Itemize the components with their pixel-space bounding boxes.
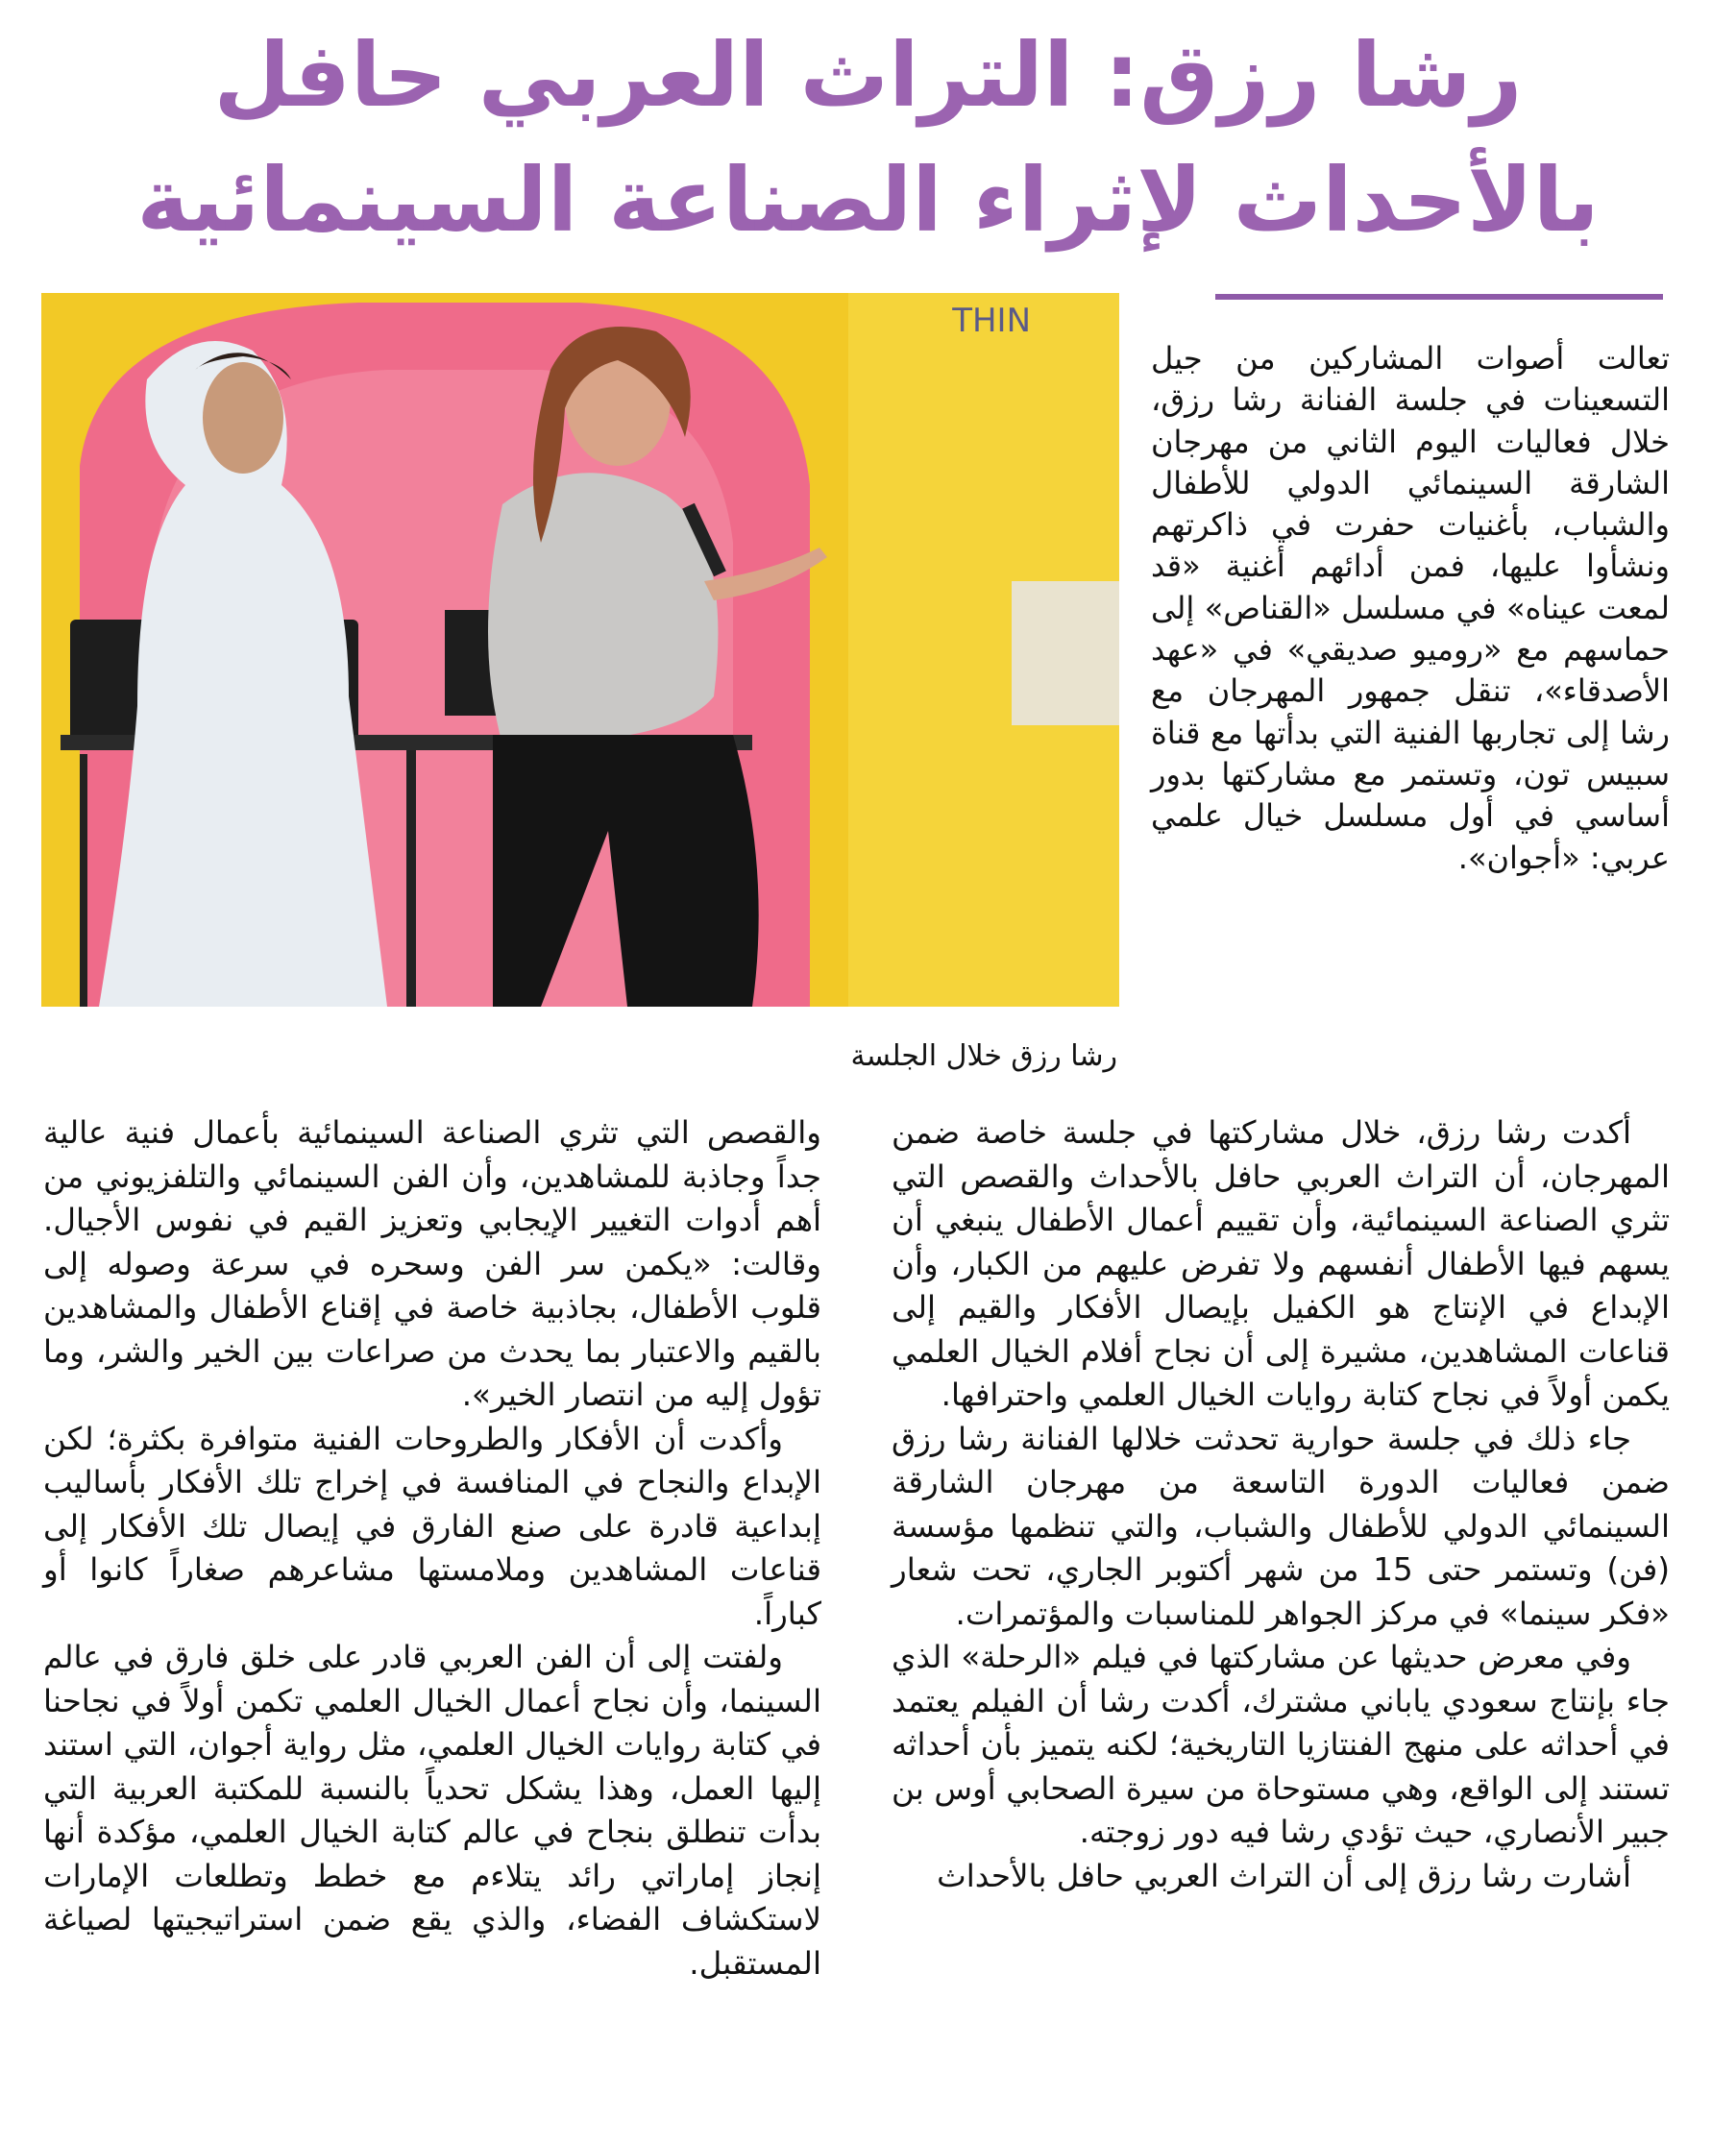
article-photo xyxy=(41,293,1119,1007)
paragraph: ولفتت إلى أن الفن العربي قادر على خلق فارق في عالم السينما، وأن نجاح أعمال الخيال العلمي تكمن أولاً في نجاحنا في كتابة روايات الخيال العلمي، مثل رواية أجوان، التي استند إليها العمل، وهذا يشكل تحدياً بالنسبة للمكتبة العربية التي بدأت تنطلق بنجاح في عالم كتابة الخيال العلمي، مؤكدة أنها إنجاز إماراتي رائد يتلاءم مع خطط وتطلعات الإمارات لاستكشاف الفضاء، والذي يقع ضمن استراتيجيتها لصياغة المستقبل. xyxy=(43,1639,821,1982)
photo-caption: رشا رزق خلال الجلسة xyxy=(850,1039,1117,1073)
paragraph: وفي معرض حديثها عن مشاركتها في فيلم «الرحلة» الذي جاء بإنتاج سعودي ياباني مشترك، أكدت رشا أن الفيلم يعتمد في أحداثه على منهج الفنتازيا التاريخية؛ لكنه يتميز بأن أحداثه تستند إلى الواقع، وهي مستوحاة من سيرة الصحابي أوس بن جبير الأنصاري، حيث تؤدي رشا فيه دور زوجته. xyxy=(892,1639,1670,1850)
section-divider xyxy=(1215,294,1663,300)
paragraph: وأكدت أن الأفكار والطروحات الفنية متوافرة بكثرة؛ لكن الإبداع والنجاح في المنافسة في إخراج تلك الأفكار بأساليب إبداعية قادرة على صنع الفارق في إيصال تلك الأفكار إلى قناعات المشاهدين وملامستها مشاعرهم صغاراً كانوا أو كباراً. xyxy=(43,1420,821,1632)
sign-text: THIN xyxy=(952,302,1031,340)
paragraph: والقصص التي تثري الصناعة السينمائية بأعمال فنية عالية جداً وجاذبة للمشاهدين، وأن الفن السينمائي والتلفزيوني من أهم أدوات التغيير الإيجابي وتعزيز القيم في نفوس الأجيال. وقالت: «يكمن سر الفن وسحره في سرعة وصوله إلى قلوب الأطفال، بجاذبية خاصة في إقناع الأطفال والمشاهدين بالقيم والاعتبار بما يحدث من صراعات بين الخير والشر، وما تؤول إليه من انتصار الخير». xyxy=(43,1114,821,1413)
article-column-left xyxy=(43,1111,821,1986)
intro-paragraph: تعالت أصوات المشاركين من جيل التسعينات في جلسة الفنانة رشا رزق، خلال فعاليات اليوم الثاني من مهرجان الشارقة السينمائي الدولي للأطفال والشباب، بأغنيات حفرت في ذاكرتهم ونشأوا عليها، فمن أدائهم أغنية «قد لمعت عيناه» في مسلسل «القناص» إلى حماسهم مع «روميو صديقي» في «عهد الأصدقاء»، تنقل جمهور المهرجان مع رشا إلى تجاربها الفنية التي بدأتها مع قناة سبيس تون، وتستمر مع مشاركتها بدور أساسي في أول مسلسل خيال علمي عربي: «أجوان». xyxy=(1151,340,1670,876)
paragraph: أكدت رشا رزق، خلال مشاركتها في جلسة خاصة ضمن المهرجان، أن التراث العربي حافل بالأحداث والقصص التي تثري الصناعة السينمائية، وأن تقييم أعمال الأطفال ينبغي أن يسهم فيها الأطفال أنفسهم ولا تفرض عليهم من الكبار، وأن الإبداع في الإنتاج هو الكفيل بإيصال الأفكار والقيم إلى قناعات المشاهدين، مشيرة إلى أن نجاح أفلام الخيال العلمي يكمن أولاً في نجاح كتابة روايات الخيال العلمي واحترافها. xyxy=(892,1114,1670,1413)
article-column-right xyxy=(892,1111,1670,1898)
paragraph: أشارت رشا رزق إلى أن التراث العربي حافل بالأحداث xyxy=(937,1857,1631,1894)
headline-line-1: رشا رزق: التراث العربي حافل xyxy=(213,24,1523,127)
paragraph: جاء ذلك في جلسة حوارية تحدثت خلالها الفنانة رشا رزق ضمن فعاليات الدورة التاسعة من مهرجان الشارقة السينمائي الدولي للأطفال والشباب، والتي تنظمها مؤسسة (فن) وتستمر حتى 15 من شهر أكتوبر الجاري، تحت شعار «فكر سينما» في مركز الجواهر للمناسبات والمؤتمرات. xyxy=(892,1420,1671,1632)
photo-illustration xyxy=(41,293,1119,1007)
headline xyxy=(86,13,1650,263)
headline-line-2: بالأحداث لإثراء الصناعة السينمائية xyxy=(136,149,1600,252)
